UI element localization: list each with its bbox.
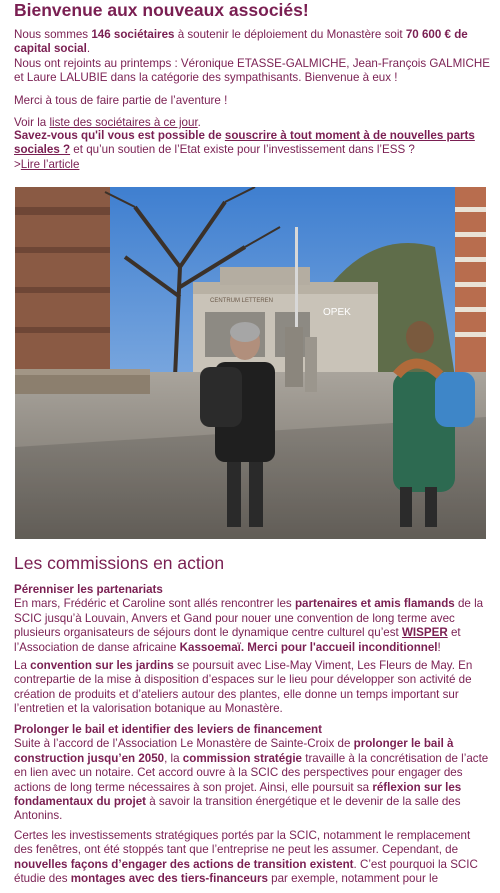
partnerships-thanks: Kassoemaï. Merci pour l'accueil inconditionnel — [179, 640, 438, 654]
third-party-highlight: montages avec des tiers-financeurs — [70, 872, 268, 886]
partnerships-text-1: En mars, Frédéric et Caroline sont allés rencontrer les — [14, 597, 295, 611]
partnerships-highlight: partenaires et amis flamands — [294, 597, 455, 611]
thanks-paragraph: Merci à tous de faire partie de l’aventure ! — [14, 94, 228, 107]
strategy-commission: commission stratégie — [182, 751, 302, 765]
lease-text-3: travaille à la concrétisation de l’acte en lien avec un notaire. Cet accord ouvre à la SCIC des perspectives pour engager des actions de long terme nécessaires à son projet. Ainsi, elle poursuit sa — [14, 751, 489, 794]
lease-section — [14, 723, 492, 824]
read-more-arrow: > — [14, 157, 21, 171]
lease-heading: Prolonger le bail et identifier des leviers de financement — [14, 723, 322, 736]
new-members-paragraph: Nous ont rejoints au printemps : Véronique ETASSE-GALMICHE, Jean-François GALMICHE et Laure LALUBIE dans la catégorie des sympathisants. Bienvenue à eux ! — [14, 57, 490, 85]
gardens-text-1: La — [14, 659, 31, 672]
fundamentals-highlight: réflexion sur les fondamentaux du projet — [14, 780, 462, 809]
investments-text-1: Certes les investissements stratégiques portés par la SCIC, notamment le remplacement des fenêtres, ont été stoppés tant que l’entreprise ne peut les assumer. Cependant, de — [14, 829, 471, 857]
welcome-stats-text-2: à soutenir le déploiement du Monastère soit — [174, 28, 406, 41]
read-article-link[interactable]: Lire l’article — [20, 157, 80, 171]
gardens-text-2: se poursuit avec Lise-May Viment, Les Fleurs de May. En contrepartie de la mise à disposition d’espaces sur le lieu pour développer son activité de création de produits et d’ateliers autour des plantes, elle donne un temps important sur l’entretien et la valorisation botanique au Monastère. — [14, 659, 473, 716]
members-list-link[interactable]: liste des sociétaires à ce jour — [49, 116, 198, 129]
welcome-title: Bienvenue aux nouveaux associés! — [14, 0, 309, 20]
building-sign-left: CENTRUM LETTEREN — [210, 298, 274, 304]
lease-highlight: prolonger le bail à construction jusqu’en 2050 — [14, 737, 454, 765]
investments-text-2: . C’est pourquoi la SCIC étudie des — [14, 857, 478, 886]
subscribe-paragraph — [14, 129, 492, 172]
welcome-stats-paragraph — [14, 28, 492, 57]
investments-section — [14, 829, 492, 887]
lease-text-2: , la — [164, 751, 183, 765]
photo-two-people-plaza — [15, 187, 486, 539]
investments-text-3: par exemple, notamment pour le — [267, 872, 439, 886]
subscribe-link[interactable]: souscrire à tout moment à de nouvelles parts sociales ? — [14, 129, 475, 157]
period: . — [197, 116, 201, 129]
lease-text-1: Suite à l’accord de l’Association Le Monastère de Sainte-Croix de — [14, 737, 354, 751]
gardens-highlight: convention sur les jardins — [30, 659, 174, 672]
subscribe-question: Savez-vous qu'il vous est possible de — [14, 129, 225, 142]
investments-highlight: nouvelles façons d’engager des actions de transition existent — [14, 857, 354, 871]
exclamation: ! — [437, 640, 441, 654]
building-sign-right: OPEK — [323, 307, 351, 318]
welcome-stats-text: Nous sommes — [14, 28, 92, 41]
lease-text-4: à savoir la transition énergétique et le devenir de la salle des Antonins. — [14, 795, 461, 823]
partnerships-section — [14, 583, 492, 655]
period: . — [86, 42, 91, 56]
capital-amount: 70 600 € de capital social — [14, 28, 468, 56]
member-count: 146 sociétaires — [91, 28, 175, 41]
partnerships-heading: Pérenniser les partenariats — [14, 583, 163, 596]
subscribe-suffix: et qu’un soutien de l’Etat existe pour l’investissement dans l’ESS ? — [70, 143, 415, 157]
partnerships-text-3: et l’Association de danse africaine — [14, 626, 461, 654]
commissions-title: Les commissions en action — [14, 553, 225, 573]
gardens-section — [14, 659, 492, 717]
members-list-prefix: Voir la — [14, 116, 50, 129]
partnerships-text-2: de la SCIC jusqu’à Louvain, Anvers et Gand pour nouer une convention de long terme avec plusieurs organisateurs de séjours dont le dynamique centre culturel qu’est — [14, 597, 484, 640]
wisper-link[interactable]: WISPER — [401, 626, 448, 640]
